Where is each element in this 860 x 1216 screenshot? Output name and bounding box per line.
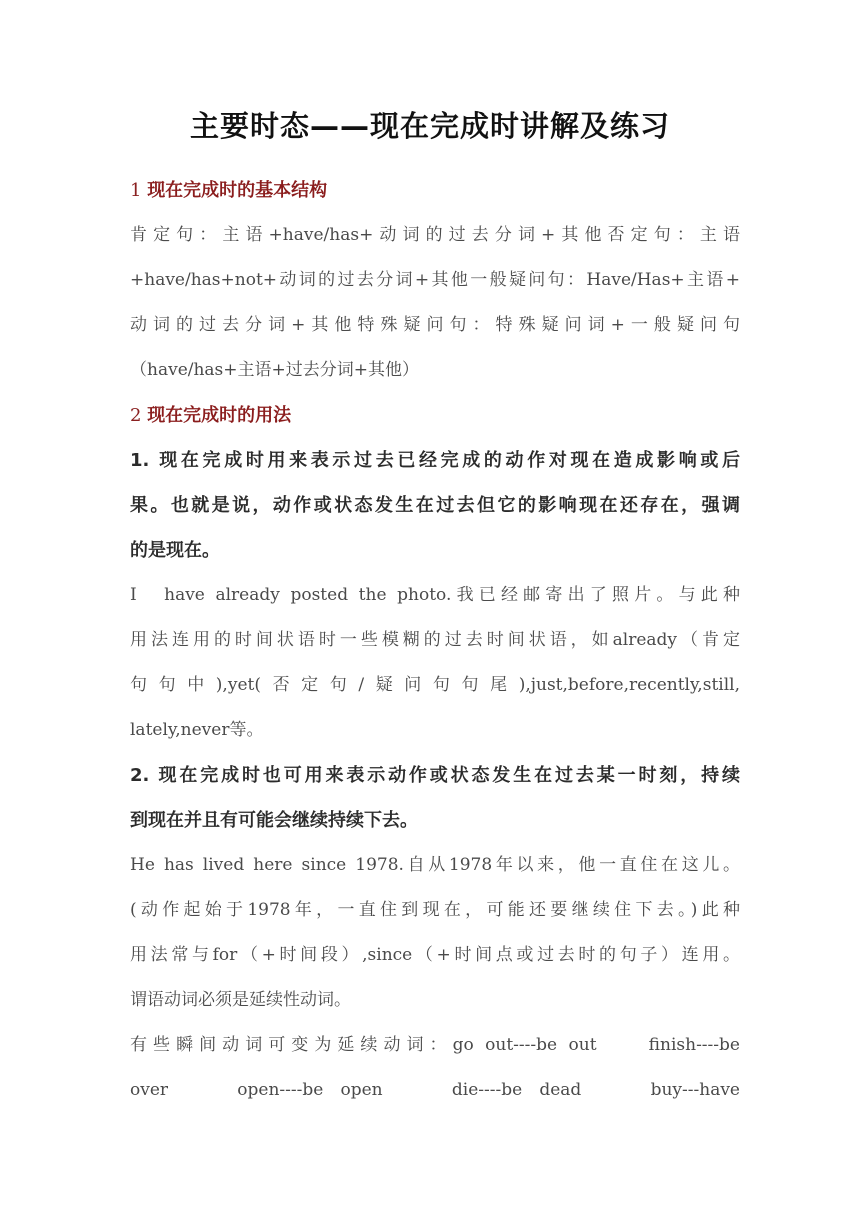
structure-line-1: 肯定句：主语+have/has+动词的过去分词+其他否定句：主语 [130, 225, 740, 245]
structure-line-3: 动词的过去分词+其他特殊疑问句：特殊疑问词+一般疑问句 [130, 315, 740, 335]
page-title: 主要时态——现在完成时讲解及练习 [189, 109, 670, 143]
example-2-line-5: 有些瞬间动词可变为延续动词：go out----be out finish----be [130, 1035, 740, 1055]
example-2-line-2: (动作起始于1978年，一直住到现在，可能还要继续住下去。)此种 [130, 900, 740, 920]
section-1-number: 1 [130, 180, 142, 201]
example-1-line-2: 用法连用的时间状语时一些模糊的过去时间状语，如already（肯定 [130, 630, 740, 650]
usage-2-line-2: 到现在并且有可能会继续持续下去。 [130, 810, 418, 831]
example-1-line-4: lately,never等。 [130, 720, 264, 740]
example-2-line-4: 谓语动词必须是延续性动词。 [130, 990, 351, 1010]
section-2-title: 现在完成时的用法 [147, 405, 292, 426]
document-body [130, 168, 740, 1113]
section-2-number: 2 [130, 405, 142, 426]
example-1-line-3: 句句中),yet(否定句/疑问句句尾),just,before,recently,still, [130, 675, 740, 695]
usage-2-line-1: 2. 现在完成时也可用来表示动作或状态发生在过去某一时刻，持续 [130, 765, 740, 786]
structure-line-4: （have/has+主语+过去分词+其他） [130, 360, 420, 380]
section-2-heading [130, 393, 740, 438]
usage-1-line-1: 1. 现在完成时用来表示过去已经完成的动作对现在造成影响或后 [130, 450, 740, 471]
example-2-line-6: over open----be open die----be dead buy---have [130, 1080, 740, 1100]
example-2-line-1: He has lived here since 1978.自从1978年以来，他一直住在这儿。 [130, 855, 740, 875]
section-1-title: 现在完成时的基本结构 [147, 180, 328, 201]
example-1-line-1: I have already posted the photo.我已经邮寄出了照片。与此种 [130, 585, 740, 605]
example-2-line-3: 用法常与for（+时间段）,since（+时间点或过去时的句子）连用。 [130, 945, 740, 965]
usage-1-line-3: 的是现在。 [130, 540, 220, 561]
structure-line-2: +have/has+not+动词的过去分词+其他一般疑问句：Have/Has+主语+ [130, 270, 740, 290]
section-1-heading [130, 168, 740, 213]
usage-1-line-2: 果。也就是说，动作或状态发生在过去但它的影响现在还存在，强调 [130, 495, 740, 516]
